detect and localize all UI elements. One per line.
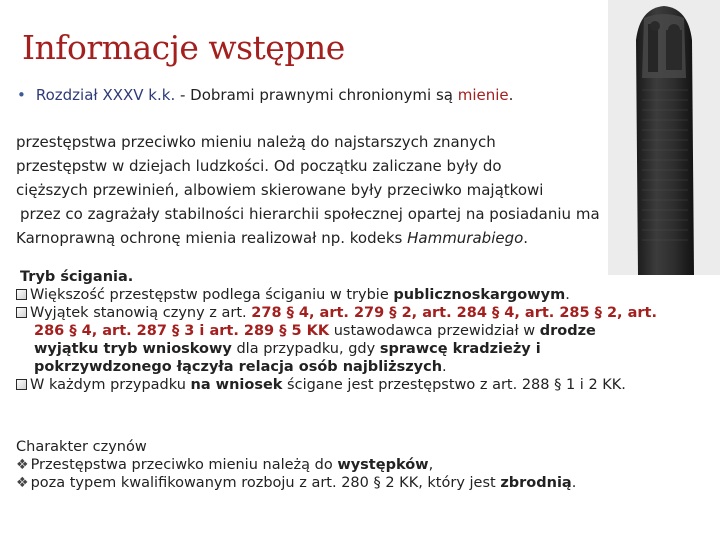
list-item-continuation	[16, 358, 706, 376]
intro-highlight: mienie	[457, 86, 509, 104]
item-text: .	[565, 287, 570, 303]
tryb-section	[16, 268, 706, 394]
diamond-bullet-icon: ❖	[16, 457, 29, 473]
paragraph-line-text: Karnoprawną ochronę mienia realizował np. kodeks	[16, 229, 408, 247]
item-bold: zbrodnią	[500, 475, 572, 491]
item-bold: sprawcę kradzieży i	[379, 341, 541, 357]
bullet-dot-icon: •	[17, 86, 26, 104]
diamond-bullet-icon: ❖	[16, 475, 29, 491]
intro-paragraph	[16, 130, 626, 250]
paragraph-line: przez co zagrażały stabilności hierarchii społecznej opartej na posiadaniu ma	[20, 205, 600, 223]
square-bullet-icon	[16, 379, 27, 390]
article-list: 278 § 4, art. 279 § 2, art. 284 § 4, art. 285 § 2, art.	[251, 305, 657, 321]
item-text: .	[442, 359, 447, 375]
item-bold: wyjątku tryb wnioskowy	[34, 341, 232, 357]
item-text: Większość przestępstw podlega ściganiu w trybie	[30, 287, 394, 303]
item-text: dla przypadku, gdy	[231, 341, 380, 357]
intro-text: - Dobrami prawnymi chronionymi są	[175, 86, 458, 104]
article-list: 286 § 4, art. 287 § 3 i art. 289 § 5 KK	[34, 323, 330, 339]
item-bold: pokrzywdzonego łączyła relacja osób najbliższych	[34, 359, 443, 375]
item-bold: publicznoskargowym	[393, 287, 566, 303]
list-item-continuation	[16, 322, 706, 340]
paragraph-line: cięższych przewinień, albowiem skierowane były przeciwko majątkowi	[16, 181, 544, 199]
paragraph-end: .	[523, 229, 529, 247]
list-item-continuation	[16, 340, 706, 358]
paragraph-line: przestępstwa przeciwko mieniu należą do najstarszych znanych	[16, 133, 496, 151]
paragraph-line: przestępstw w dziejach ludzkości. Od początku zaliczane były do	[16, 157, 502, 175]
tryb-heading	[16, 268, 706, 286]
item-bold: drodze	[539, 323, 596, 339]
list-item	[16, 304, 706, 322]
item-text: Przestępstwa przeciwko mieniu należą do	[30, 457, 338, 473]
item-text: ścigane jest przestępstwo z art. 288 § 1 i 2 KK.	[282, 377, 626, 393]
item-text: ustawodawca przewidział w	[329, 323, 540, 339]
list-item	[16, 286, 706, 304]
item-bold: na wniosek	[190, 377, 283, 393]
hammurabi-italic: Hammurabiego	[407, 229, 524, 247]
stele-svg	[608, 0, 720, 275]
chapter-ref: Rozdział XXXV k.k.	[35, 86, 176, 104]
charakter-section	[16, 438, 706, 492]
item-text: poza typem kwalifikowanym rozboju z art. 280 § 2 KK, który jest	[30, 475, 501, 491]
item-text: ,	[428, 457, 434, 473]
item-bold: występków	[337, 457, 429, 473]
item-text: W każdym przypadku	[30, 377, 191, 393]
charakter-heading: Charakter czynów	[16, 439, 147, 455]
paragraph-line	[16, 226, 626, 250]
list-item	[16, 376, 706, 394]
page-title: Informacje wstępne	[22, 28, 345, 67]
intro-end: .	[508, 86, 514, 104]
list-item	[16, 456, 706, 474]
item-text: .	[571, 475, 577, 491]
item-text: Wyjątek stanowią czyny z art.	[30, 305, 252, 321]
list-item	[16, 474, 706, 492]
square-bullet-icon	[16, 307, 27, 318]
tryb-heading-text: Tryb ścigania.	[20, 269, 134, 285]
hammurabi-stele-image	[608, 0, 720, 275]
intro-bullet	[17, 86, 513, 104]
square-bullet-icon	[16, 289, 27, 300]
